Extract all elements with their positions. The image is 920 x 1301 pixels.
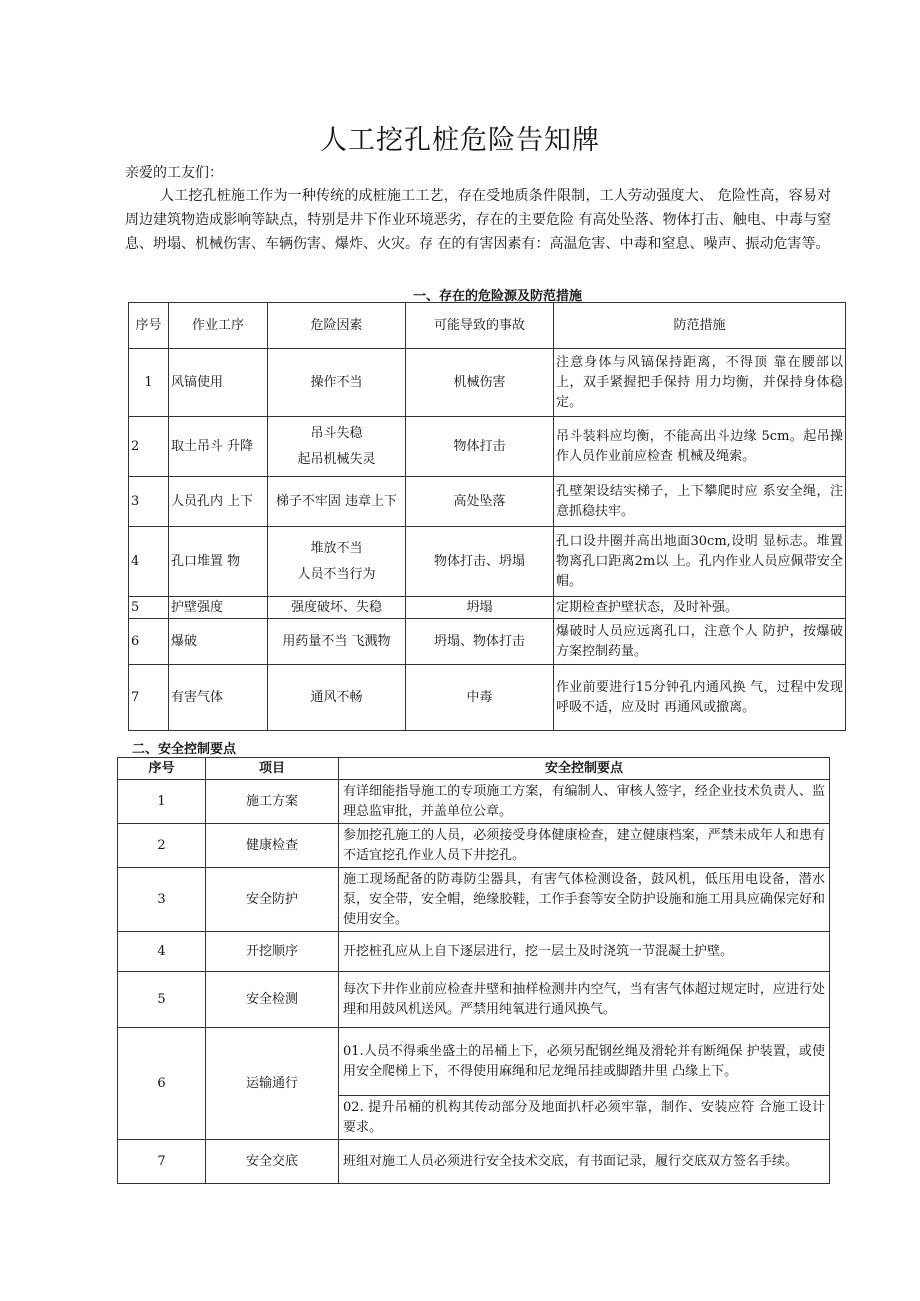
table-row	[129, 665, 846, 731]
row-points: 班组对施工人员必须进行安全技术交底，有书面记录，履行交底双方签名手续。	[339, 1140, 830, 1184]
row-item: 安全检测	[206, 972, 339, 1028]
header-item: 项目	[206, 758, 339, 780]
row-accident: 高处坠落	[406, 477, 554, 527]
cell-line: 人员不当行为	[297, 566, 376, 582]
row-no: 6	[118, 1028, 206, 1140]
table-row	[118, 972, 830, 1028]
row-no: 1	[118, 780, 206, 824]
table-row	[118, 932, 830, 972]
control-table-body	[118, 780, 830, 1184]
intro-paragraph: 人工挖孔桩施工作为一种传统的成桩施工工艺，存在受地质条件限制，工人劳动强度大、 危险性高，容易对周边建筑物造成影响等缺点，特别是井下作业环境恶劣，存在的主要危险 有高处坠落、物体打击、触电、中毒与窒息、坍塌、机械伤害、车辆伤害、爆炸、火灾。存 在的有害因素有：高温危害、中毒和窒息、噪声、振动危害等。	[125, 188, 831, 252]
header-points: 安全控制要点	[339, 758, 830, 780]
row-no: 7	[129, 665, 169, 731]
row-item: 施工方案	[206, 780, 339, 824]
table-row	[118, 780, 830, 824]
hazard-table	[128, 302, 846, 731]
row-no: 2	[129, 417, 169, 477]
row-process: 风镐使用	[169, 349, 268, 417]
table-row	[118, 824, 830, 868]
control-table	[117, 757, 830, 1184]
section1-title: 一、存在的危险源及防范措施	[412, 289, 582, 304]
header-factor: 危险因素	[268, 303, 406, 349]
header-no: 序号	[129, 303, 169, 349]
row-measure: 孔壁架设结实梯子，上下攀爬时应 系安全绳，注意抓稳扶牢。	[554, 477, 846, 527]
hazard-table-header	[129, 303, 846, 349]
row-process: 孔口堆置 物	[169, 527, 268, 597]
row-measure: 吊斗装料应均衡，不能高出斗边缘 5cm。起吊操作人员作业前应检查 机械及绳索。	[554, 417, 846, 477]
row-accident: 机械伤害	[406, 349, 554, 417]
row-measure: 爆破时人员应远离孔口，注意个人 防护，按爆破方案控制药量。	[554, 619, 846, 665]
header-process: 作业工序	[169, 303, 268, 349]
header-measure: 防范措施	[554, 303, 846, 349]
table-row	[129, 349, 846, 417]
row-no: 1	[129, 349, 169, 417]
row-points: 施工现场配备的防毒防尘器具，有害气体检测设备，鼓风机，低压用电设备，潜水泵，安全带，安全帽，绝缘胶鞋，工作手套等安全防护设施和施工用具应确保完好和使用安全。	[339, 868, 830, 932]
row-item: 开挖顺序	[206, 932, 339, 972]
row-item: 运输通行	[206, 1028, 339, 1140]
cell-line: 吊斗失稳	[310, 425, 363, 441]
row-points: 每次下井作业前应检查井壁和抽样检测井内空气，当有害气体超过规定时，应进行处理和用鼓风机送风。严禁用纯氧进行通风换气。	[339, 972, 830, 1028]
row-no: 4	[129, 527, 169, 597]
row-points: 开挖桩孔应从上自下逐层进行，挖一层土及时浇筑一节混凝土护壁。	[339, 932, 830, 972]
row-process: 人员孔内 上下	[169, 477, 268, 527]
table-row	[129, 417, 846, 477]
row-no: 5	[118, 972, 206, 1028]
row-process: 护壁强度	[169, 597, 268, 619]
row-points: 02. 提升吊桶的机构其传动部分及地面扒杆必须牢靠，制作、安装应符 合施工设计要求。	[339, 1096, 830, 1140]
row-no: 2	[118, 824, 206, 868]
table-row	[129, 527, 846, 597]
row-process: 取土吊斗 升降	[169, 417, 268, 477]
row-measure: 孔口设井圈并高出地面30cm,设明 显标志。堆置物离孔口距离2m以 上。孔内作业人员应佩带安全帽。	[554, 527, 846, 597]
table-row	[118, 1028, 830, 1096]
table-row	[129, 597, 846, 619]
header-accident: 可能导致的事故	[406, 303, 554, 349]
row-no: 6	[129, 619, 169, 665]
row-no: 3	[129, 477, 169, 527]
cell-line: 起吊机械失灵	[297, 451, 376, 467]
row-accident: 物体打击、坍塌	[406, 527, 554, 597]
row-process: 爆破	[169, 619, 268, 665]
row-process: 有害气体	[169, 665, 268, 731]
row-points: 01.人员不得乘坐盛土的吊桶上下，必须另配钢丝绳及滑轮并有断绳保 护装置，或使用安全爬梯上下，不得使用麻绳和尼龙绳吊挂或脚踏井里 凸缘上下。	[339, 1028, 830, 1096]
row-factor	[268, 527, 406, 597]
row-no: 4	[118, 932, 206, 972]
row-factor: 操作不当	[268, 349, 406, 417]
row-accident: 坍塌、物体打击	[406, 619, 554, 665]
table-row	[118, 1140, 830, 1184]
row-factor: 梯子不牢固 违章上下	[268, 477, 406, 527]
row-measure: 注意身体与风镐保持距离，不得顶 靠在腰部以上，双手紧握把手保持 用力均衡，并保持身体稳定。	[554, 349, 846, 417]
table-row	[129, 477, 846, 527]
row-factor: 通风不畅	[268, 665, 406, 731]
page-title: 人工挖孔桩危险告知牌	[320, 125, 600, 156]
row-accident: 坍塌	[406, 597, 554, 619]
row-accident: 中毒	[406, 665, 554, 731]
header-no: 序号	[118, 758, 206, 780]
row-no: 5	[129, 597, 169, 619]
hazard-table-body	[129, 349, 846, 731]
table-row	[118, 868, 830, 932]
row-item: 健康检查	[206, 824, 339, 868]
row-accident: 物体打击	[406, 417, 554, 477]
row-item: 安全交底	[206, 1140, 339, 1184]
row-measure: 作业前要进行15分钟孔内通风换 气，过程中发现呼吸不适，应及时 再通风或撤离。	[554, 665, 846, 731]
row-factor: 强度破坏、失稳	[268, 597, 406, 619]
row-factor: 用药量不当 飞溅物	[268, 619, 406, 665]
table-row	[129, 619, 846, 665]
section2-title: 二、安全控制要点	[132, 742, 237, 757]
row-item: 安全防护	[206, 868, 339, 932]
control-table-header	[118, 758, 830, 780]
row-measure: 定期检查护壁状态，及时补强。	[554, 597, 846, 619]
row-no: 7	[118, 1140, 206, 1184]
row-no: 3	[118, 868, 206, 932]
row-points: 参加挖孔施工的人员，必须接受身体健康检查，建立健康档案，严禁未成年人和患有不适宜挖孔作业人员下井挖孔。	[339, 824, 830, 868]
row-points: 有详细能指导施工的专项施工方案，有编制人、审核人签字，经企业技术负责人、监理总监审批，并盖单位公章。	[339, 780, 830, 824]
greeting: 亲爱的工友们：	[125, 165, 223, 181]
cell-line: 堆放不当	[310, 540, 363, 556]
row-factor	[268, 417, 406, 477]
